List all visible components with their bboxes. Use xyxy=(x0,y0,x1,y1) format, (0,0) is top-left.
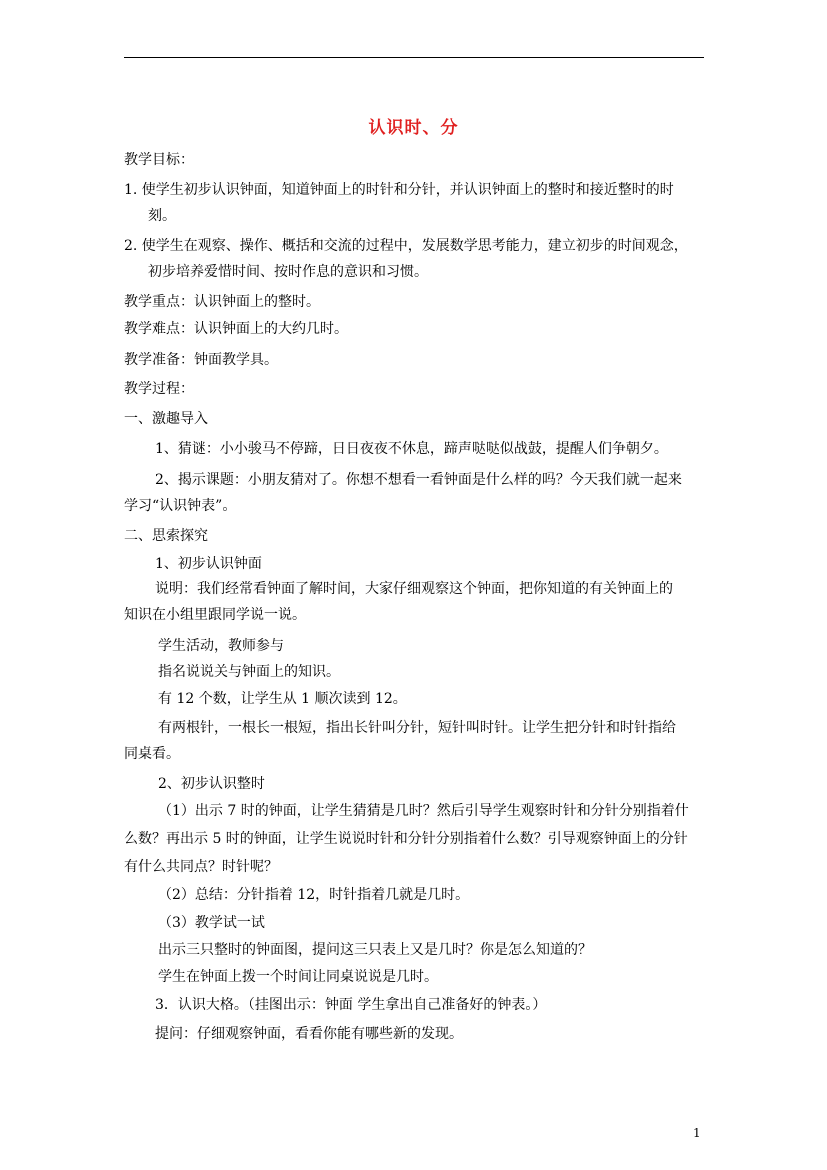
question-line: 提问：仔细观察钟面，看看你能有哪些新的发现。 xyxy=(155,1026,463,1042)
step-1-line-1: （1）出示 7 时的钟面，让学生猜猜是几时？然后引导学生观察时针和分针分别指着什 xyxy=(158,803,689,819)
step-2-summary: （2）总结：分针指着 12，时针指着几就是几时。 xyxy=(158,887,470,903)
riddle-line: 1、猜谜：小小骏马不停蹄，日日夜夜不休息，蹄声哒哒似战鼓，提醒人们争朝夕。 xyxy=(155,441,668,457)
twelve-numbers: 有 12 个数，让学生从 1 顺次读到 12。 xyxy=(158,691,407,707)
step-1-line-3: 有什么共同点？时针呢？ xyxy=(124,859,278,875)
header-rule xyxy=(124,57,704,58)
three-clocks: 出示三只整时的钟面图，提问这三只表上又是几时？你是怎么知道的？ xyxy=(158,942,592,958)
topic-line-2: 学习“认识钟表”。 xyxy=(124,498,237,514)
explanation-line-2: 知识在小组里跟同学说一说。 xyxy=(124,607,306,623)
step-3-heading: （3）教学试一试 xyxy=(158,915,265,931)
teaching-prep: 教学准备：钟面教学具。 xyxy=(124,352,278,368)
goal-2-line-2: 初步培养爱惜时间、按时作息的意识和习惯。 xyxy=(148,264,428,280)
two-hands-line-2: 同桌看。 xyxy=(124,746,180,762)
subsection-2-heading: 2、初步认识整时 xyxy=(158,776,265,792)
student-activity: 学生活动，教师参与 xyxy=(158,638,284,654)
subsection-1-heading: 1、初步认识钟面 xyxy=(155,556,262,572)
section-2-heading: 二、思索探究 xyxy=(124,528,208,544)
named-students: 指名说说关与钟面上的知识。 xyxy=(158,664,340,680)
teaching-process-heading: 教学过程： xyxy=(124,381,194,397)
goal-1-line-2: 刻。 xyxy=(148,208,176,224)
big-division: 3．认识大格。（挂图出示：钟面 学生拿出自己准备好的钟表。） xyxy=(155,997,547,1013)
explanation-line-1: 说明：我们经常看钟面了解时间，大家仔细观察这个钟面，把你知道的有关钟面上的 xyxy=(155,581,673,597)
difficult-point: 教学难点：认识钟面上的大约几时。 xyxy=(124,321,348,337)
goal-2-line-1: 2. 使学生在观察、操作、概括和交流的过程中，发展数学思考能力，建立初步的时间观念， xyxy=(124,238,688,254)
key-point: 教学重点：认识钟面上的整时。 xyxy=(124,294,320,310)
two-hands-line-1: 有两根针，一根长一根短，指出长针叫分针，短针叫时针。让学生把分针和时针指给 xyxy=(158,720,676,736)
section-1-heading: 一、激趣导入 xyxy=(124,411,208,427)
goal-1-line-1: 1. 使学生初步认识钟面，知道钟面上的时针和分针，并认识钟面上的整时和接近整时的时 xyxy=(124,182,674,198)
topic-line-1: 2、揭示课题：小朋友猜对了。你想不想看一看钟面是什么样的吗？今天我们就一起来 xyxy=(155,472,682,488)
step-1-line-2: 么数？再出示 5 时的钟面，让学生说说时针和分针分别指着什么数？引导观察钟面上的分针 xyxy=(124,831,688,847)
page-number: 1 xyxy=(693,1126,701,1140)
document-title: 认识时、分 xyxy=(368,118,459,138)
dial-activity: 学生在钟面上拨一个时间让同桌说说是几时。 xyxy=(158,969,438,985)
section-goals-heading: 教学目标： xyxy=(124,152,194,168)
